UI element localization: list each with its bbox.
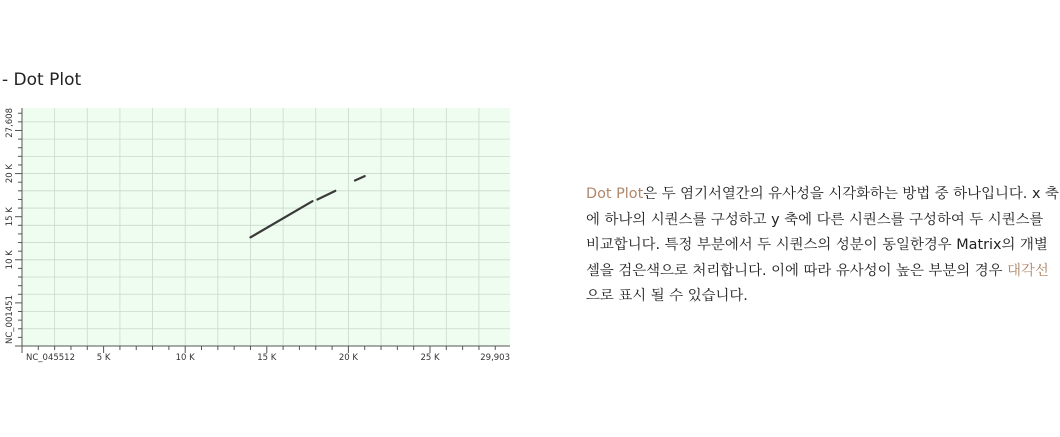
plot-background xyxy=(22,108,510,346)
description-highlight-dot-plot: Dot Plot xyxy=(586,186,644,202)
x-tick-label: 20 K xyxy=(338,353,358,363)
section-title: - Dot Plot xyxy=(2,70,82,90)
dot-plot-chart xyxy=(0,100,520,370)
y-tick-label: NC_001451 xyxy=(5,295,15,344)
y-tick-label: 27,608 xyxy=(5,108,15,138)
description-highlight-diagonal: 대각선 xyxy=(1007,262,1049,279)
description-paragraph xyxy=(586,182,1060,310)
y-tick-label: 15 K xyxy=(5,207,15,227)
x-tick-label: 15 K xyxy=(257,353,277,363)
description-text-end: 으로 표시 될 수 있습니다. xyxy=(586,288,748,305)
x-tick-label: 25 K xyxy=(420,353,440,363)
y-tick-label: 10 K xyxy=(5,250,15,270)
x-tick-label: 29,903 xyxy=(480,353,510,363)
y-tick-label: 20 K xyxy=(5,164,15,184)
x-tick-label: NC_045512 xyxy=(26,353,75,363)
description-text-main: 은 두 염기서열간의 유사성을 시각화하는 방법 중 하나입니다. x 축에 하나의 시퀀스를 구성하고 y 축에 다른 시퀀스를 구성하여 두 시퀀스를 비교합니다. 특정 부분에서 두 시퀀스의 성분이 동일한경우 Matrix의 개별 셀을 검은색으로 처리합니다. 이에 따라 유사성이 높은 부분의 경우 xyxy=(586,186,1059,279)
x-tick-label: 5 K xyxy=(96,353,111,363)
x-tick-label: 10 K xyxy=(175,353,195,363)
dot-plot-svg xyxy=(0,100,520,370)
